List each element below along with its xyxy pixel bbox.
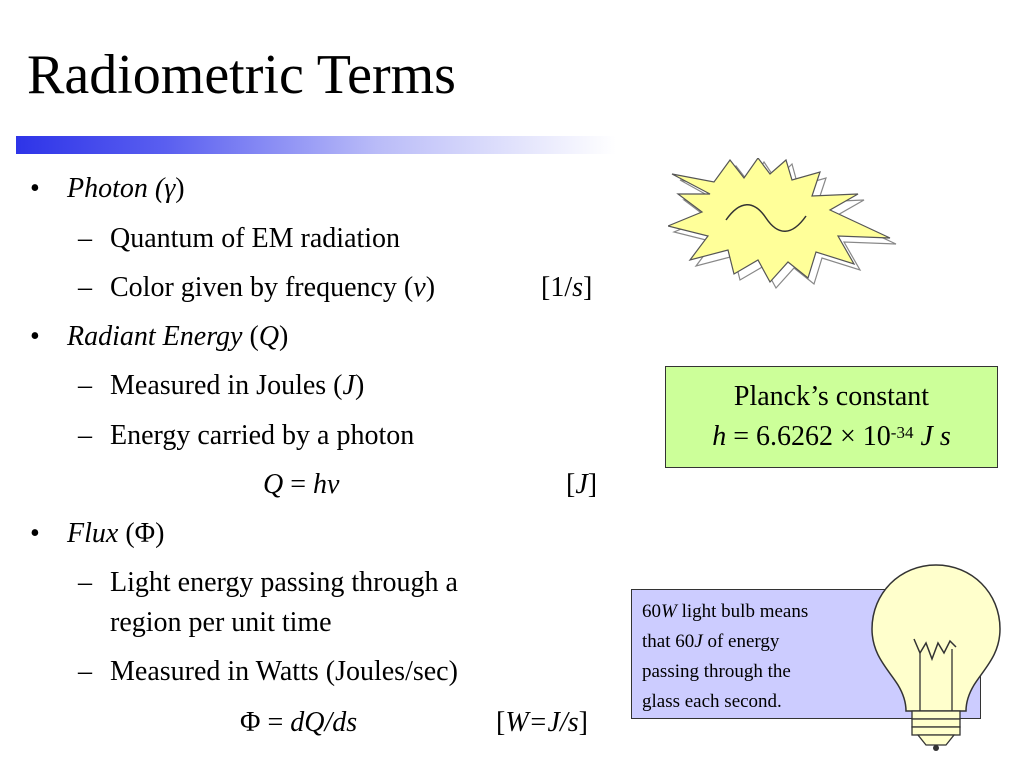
photon-sub1-text: Quantum of EM radiation	[110, 223, 401, 254]
note-line4: glass each second.	[642, 691, 782, 712]
bullet-marker: •	[30, 173, 40, 204]
note-line1-rest: light bulb means	[676, 601, 809, 622]
unit-var: W=J/s	[505, 707, 579, 738]
flux-sub1b-text: region per unit time	[110, 607, 332, 638]
eq-rhs: dQ/ds	[290, 707, 358, 738]
energy-sub1-close: )	[354, 370, 365, 401]
flux-sub1a-text: Light energy passing through a	[110, 567, 458, 598]
photon-sub2-text: Color given by frequency (	[110, 272, 414, 303]
energy-sub2-text: Energy carried by a photon	[110, 420, 415, 451]
flux-label: Flux	[67, 518, 119, 549]
flux-sub2-text: Measured in Watts (Joules/sec)	[110, 656, 458, 687]
light-bulb-icon	[866, 563, 1006, 753]
dash-marker: –	[78, 272, 92, 303]
note-line2-rest: of energy	[702, 631, 780, 652]
energy-open: (	[242, 321, 259, 352]
planck-exponent: -34	[890, 423, 914, 442]
unit-open: [	[496, 707, 506, 738]
note-line3: passing through the	[642, 661, 791, 682]
flux-open: (	[118, 518, 135, 549]
equation-energy	[263, 468, 339, 502]
eq-equals: =	[283, 469, 314, 500]
unit-open: [1/	[541, 272, 573, 303]
flux-close: )	[155, 518, 165, 549]
unit-flux	[496, 706, 588, 740]
unit-var: s	[572, 272, 584, 303]
planck-title: Planck’s constant	[733, 381, 930, 412]
dash-marker: –	[78, 420, 92, 451]
eq-lhs: Q	[263, 469, 284, 500]
slide-title: Radiometric Terms	[27, 44, 456, 106]
photon-sub2-close: )	[425, 272, 436, 303]
unit-close: ]	[587, 469, 598, 500]
bullet-marker: •	[30, 518, 40, 549]
energy-symbol: Q	[258, 321, 280, 352]
photon-symbol: γ	[164, 173, 176, 204]
equation-flux	[240, 706, 357, 740]
unit-close: ]	[583, 272, 593, 303]
title-underline-bar	[16, 136, 616, 154]
dash-marker: –	[78, 656, 92, 687]
unit-open: [	[566, 469, 576, 500]
unit-energy	[566, 468, 597, 502]
dash-marker: –	[78, 370, 92, 401]
bullet-marker: •	[30, 321, 40, 352]
planck-number: = 6.6262 × 10	[726, 421, 891, 452]
photon-starburst-icon	[668, 158, 903, 293]
unit-frequency	[541, 271, 592, 305]
energy-sub1-text: Measured in Joules (	[110, 370, 343, 401]
planck-h: h	[712, 421, 727, 452]
note-j-var: J	[694, 631, 703, 652]
note-line2-pre: that 60	[642, 631, 695, 652]
energy-close: )	[279, 321, 289, 352]
note-w-var: W	[661, 601, 677, 622]
eq-lhs: Φ	[240, 707, 261, 738]
eq-rhs: h	[313, 469, 328, 500]
dash-marker: –	[78, 567, 92, 598]
eq-nu: ν	[327, 469, 340, 500]
light-bulb-note-text	[642, 597, 852, 717]
nu-symbol: ν	[413, 272, 426, 303]
unit-var: J	[575, 469, 588, 500]
photon-close: )	[175, 173, 185, 204]
planck-constant-box	[665, 366, 998, 468]
note-w-num: 60	[642, 601, 661, 622]
flux-symbol: Φ	[134, 518, 156, 549]
eq-equals: =	[260, 707, 291, 738]
planck-units: J s	[913, 421, 951, 452]
planck-value	[666, 417, 997, 457]
photon-label: Photon (	[67, 173, 165, 204]
unit-close: ]	[578, 707, 588, 738]
energy-label: Radiant Energy	[67, 321, 243, 352]
energy-sub1-symbol: J	[342, 370, 355, 401]
dash-marker: –	[78, 223, 92, 254]
